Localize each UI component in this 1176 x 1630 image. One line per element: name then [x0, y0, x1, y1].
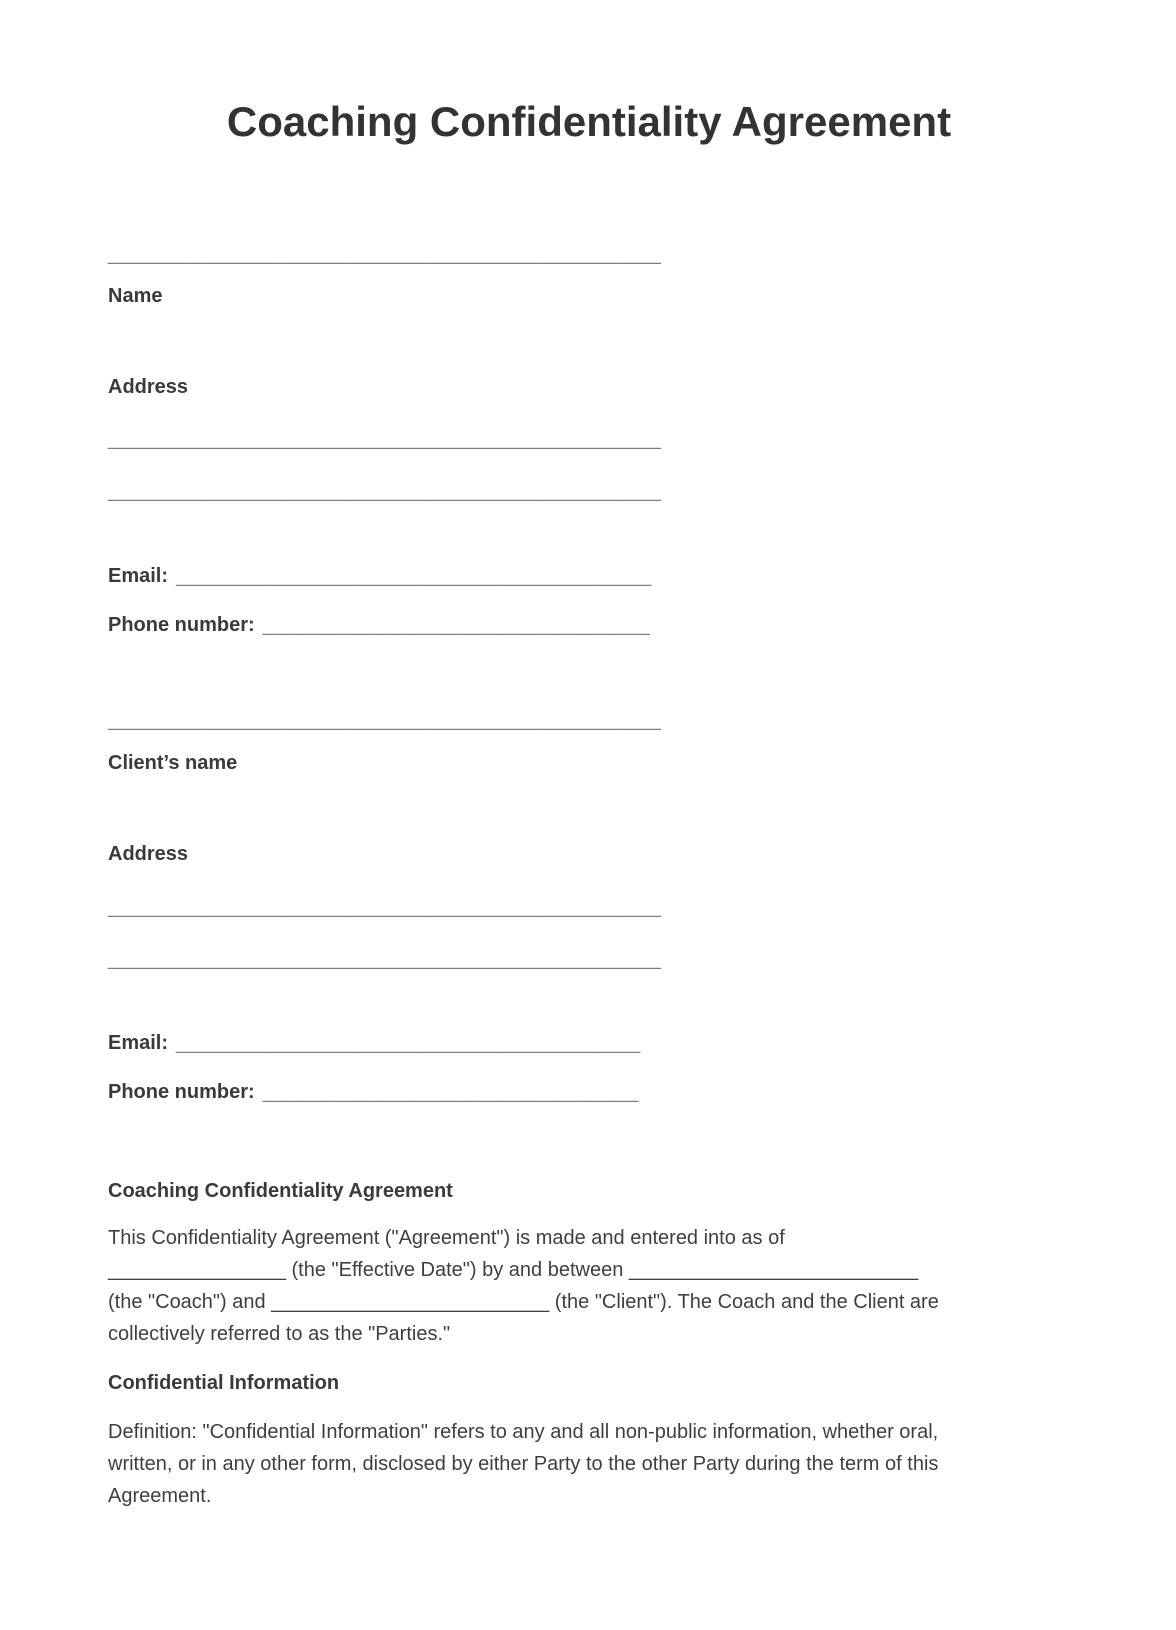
- agreement-paragraph: [108, 1222, 1070, 1350]
- client-email-label: Email:: [108, 1032, 169, 1054]
- coach-phone-label: Phone number:: [108, 614, 255, 636]
- agreement-paragraph-line: ________________ (the "Effective Date") by and between __________________________: [108, 1259, 919, 1281]
- coach-email-row: [108, 564, 1070, 589]
- coach-phone-field-line[interactable]: ___________________________________: [262, 615, 651, 636]
- coach-name-label: Name: [108, 285, 163, 307]
- client-address-label: Address: [108, 843, 189, 865]
- client-address-field-line-2[interactable]: __________________________________________________: [108, 949, 662, 970]
- client-phone-field-line[interactable]: __________________________________: [262, 1082, 639, 1103]
- client-address-field-line-1[interactable]: __________________________________________________: [108, 897, 662, 918]
- confidential-paragraph-line: written, or in any other form, disclosed by either Party to the other Party during the term of this: [108, 1453, 939, 1475]
- client-email-field-line[interactable]: __________________________________________: [176, 1033, 641, 1054]
- agreement-paragraph-line: collectively referred to as the "Parties.": [108, 1323, 451, 1345]
- coach-address-field-line-1[interactable]: __________________________________________________: [108, 429, 662, 450]
- confidential-section-heading: Confidential Information: [108, 1372, 340, 1394]
- confidential-paragraph-line: Definition: "Confidential Information" refers to any and all non-public information, whether oral,: [108, 1421, 939, 1443]
- agreement-section-heading: Coaching Confidentiality Agreement: [108, 1180, 453, 1202]
- client-phone-label: Phone number:: [108, 1081, 255, 1103]
- page-title: Coaching Confidentiality Agreement: [226, 98, 952, 145]
- client-name-label: Client’s name: [108, 752, 238, 774]
- confidential-paragraph-line: Agreement.: [108, 1485, 212, 1507]
- coach-address-field-line-2[interactable]: __________________________________________________: [108, 481, 662, 502]
- coach-email-label: Email:: [108, 565, 169, 587]
- agreement-paragraph-line: (the "Coach") and _________________________ (the "Client"). The Coach and the Client are: [108, 1291, 939, 1313]
- coach-phone-row: [108, 613, 1070, 638]
- client-phone-row: [108, 1080, 1070, 1105]
- agreement-paragraph-line: This Confidentiality Agreement ("Agreement") is made and entered into as of: [108, 1227, 785, 1249]
- client-name-field-line[interactable]: __________________________________________________: [108, 710, 662, 731]
- client-email-row: [108, 1031, 1070, 1056]
- coach-name-field-line[interactable]: __________________________________________________: [108, 244, 662, 265]
- confidential-paragraph: [108, 1416, 1070, 1512]
- coach-email-field-line[interactable]: ___________________________________________: [176, 566, 652, 587]
- coach-address-label: Address: [108, 376, 189, 398]
